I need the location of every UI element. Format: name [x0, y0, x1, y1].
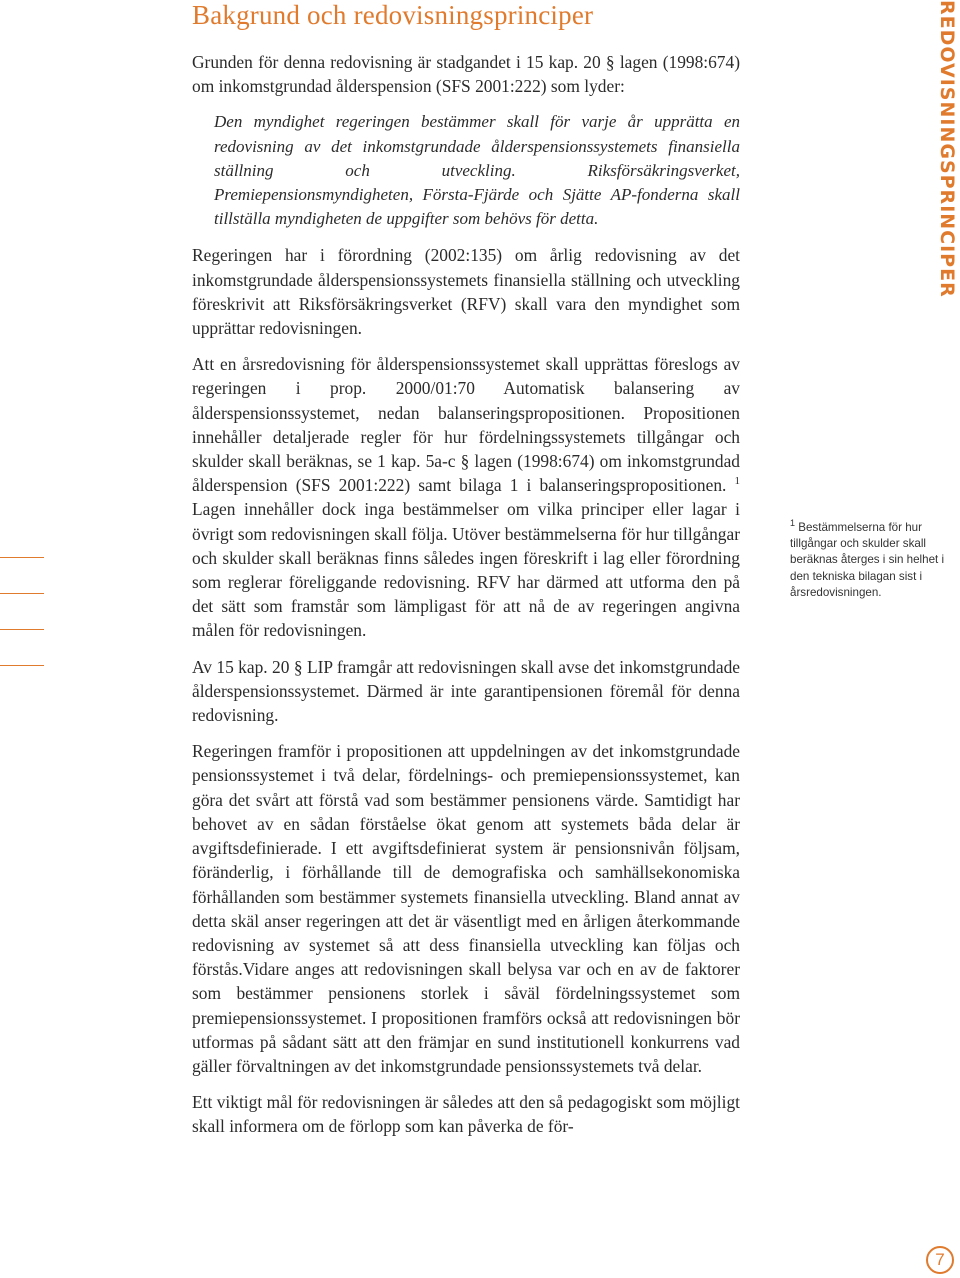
page-heading: Bakgrund och redovisningsprinciper	[192, 0, 594, 30]
paragraph-regulation: Regeringen har i förordning (2002:135) om årlig redovisning av det inkomstgrundade ålderspensionssystemets finansiella ställning och utveckling föreskrivit att Riksförsäkringsverket (RFV) skall vara den myndighet som upprättar redovisningen.	[192, 245, 740, 339]
paragraph-lip: Av 15 kap. 20 § LIP framgår att redovisningen skall avse det inkomstgrundade ålderspensionssystemet. Därmed är inte garantipensionen föremål för denna redovisning.	[192, 656, 740, 726]
margin-rule	[0, 557, 44, 558]
footnote-reference: 1	[734, 475, 740, 488]
legal-quote: Den myndighet regeringen bestämmer skall för varje år upprätta en redovisning av det inkomstgrundade ålderspensionssystemets finansiella ställning och utveckling. Riksförsäkringsverket, Premiepensionsmyndigheten, Första-Fjärde och Sjätte AP-fonderna skall tillställa myndigheten de uppgifter som behövs för detta.	[214, 112, 740, 229]
margin-rule	[0, 629, 44, 630]
proposition-text-continued: Lagen innehåller dock inga bestämmelser om vilka principer eller lagar i övrigt som redovisningen skall följa. Utöver bestämmelserna för hur tillgångar och skulder skall beräknas finns således ingen föreskrift i lag eller förordning som reglerar föreliggande redovisning. RFV har därmed att utforma den på det sätt som framstår som lämpligast för att nå de av regeringen angivna målen för redovisningen.	[192, 499, 740, 641]
margin-rule	[0, 593, 44, 594]
body-text-column	[192, 50, 740, 1151]
proposition-text: Att en årsredovisning för ålderspensionssystemet skall upprättas föreslogs av regeringen i prop. 2000/01:70 Automatisk balansering av ålderspensionssystemet, nedan balanseringspropositionen. Propositionen innehåller detaljerade regler för hur fördelningssystemets tillgångar och skulder skall beräknas, se 1 kap. 5a-c § lagen (1998:674) om inkomstgrundad ålderspension (SFS 2001:222) samt bilaga 1 i balanseringspropositionen.	[192, 354, 740, 496]
section-side-title: REDOVISNINGSPRINCIPER	[936, 0, 958, 298]
paragraph-intro: Grunden för denna redovisning är stadgandet i 15 kap. 20 § lagen (1998:674) om inkomstgrundad ålderspension (SFS 2001:222) som lyder:	[192, 52, 740, 97]
paragraph-goal: Ett viktigt mål för redovisningen är således att den så pedagogiskt som möjligt skall informera om de förlopp som kan påverka de för-	[192, 1092, 740, 1137]
margin-rule	[0, 665, 44, 666]
footnote-number: 1	[790, 518, 796, 529]
paragraph-government: Regeringen framför i propositionen att uppdelningen av det inkomstgrundade pensionssystemet i två delar, fördelnings- och premiepensionssystemet, kan göra det svårt att förstå vad som bestämmer pensionens värde. Samtidigt har behovet av en sådan förståelse ökat genom att systemets båda delar är avgiftsdefinierade. I ett avgiftsdefinierat system är pensionsnivån följsam, föränderlig, i förhållande till de demografiska och samhällsekonomiska förhållanden som bestämmer systemets finansiella utveckling. Bland annat av detta skäl anser regeringen att det är väsentligt med en årligen återkommande redovisning av systemet så att dess finansiella utveckling kan följas och förstås.Vidare anges att redovisningen skall belysa var och en av de faktorer som bestämmer pensionens storlek i såväl fördelningssystemet som premiepensionssystemet. I propositionen framförs också att redovisningen bör utformas på sådant sätt att den främjar en sund institutionell konkurrens vad gäller förvaltningen av det inkomstgrundade pensionssystemets två delar.	[192, 741, 740, 1076]
footnote	[790, 520, 960, 601]
page-number: 7	[926, 1246, 954, 1274]
footnote-text: Bestämmelserna för hur tillgångar och skulder skall beräknas återges i sin helhet i den tekniska bilagan sist i årsredovisningen.	[790, 521, 945, 599]
paragraph-proposition	[192, 352, 740, 642]
